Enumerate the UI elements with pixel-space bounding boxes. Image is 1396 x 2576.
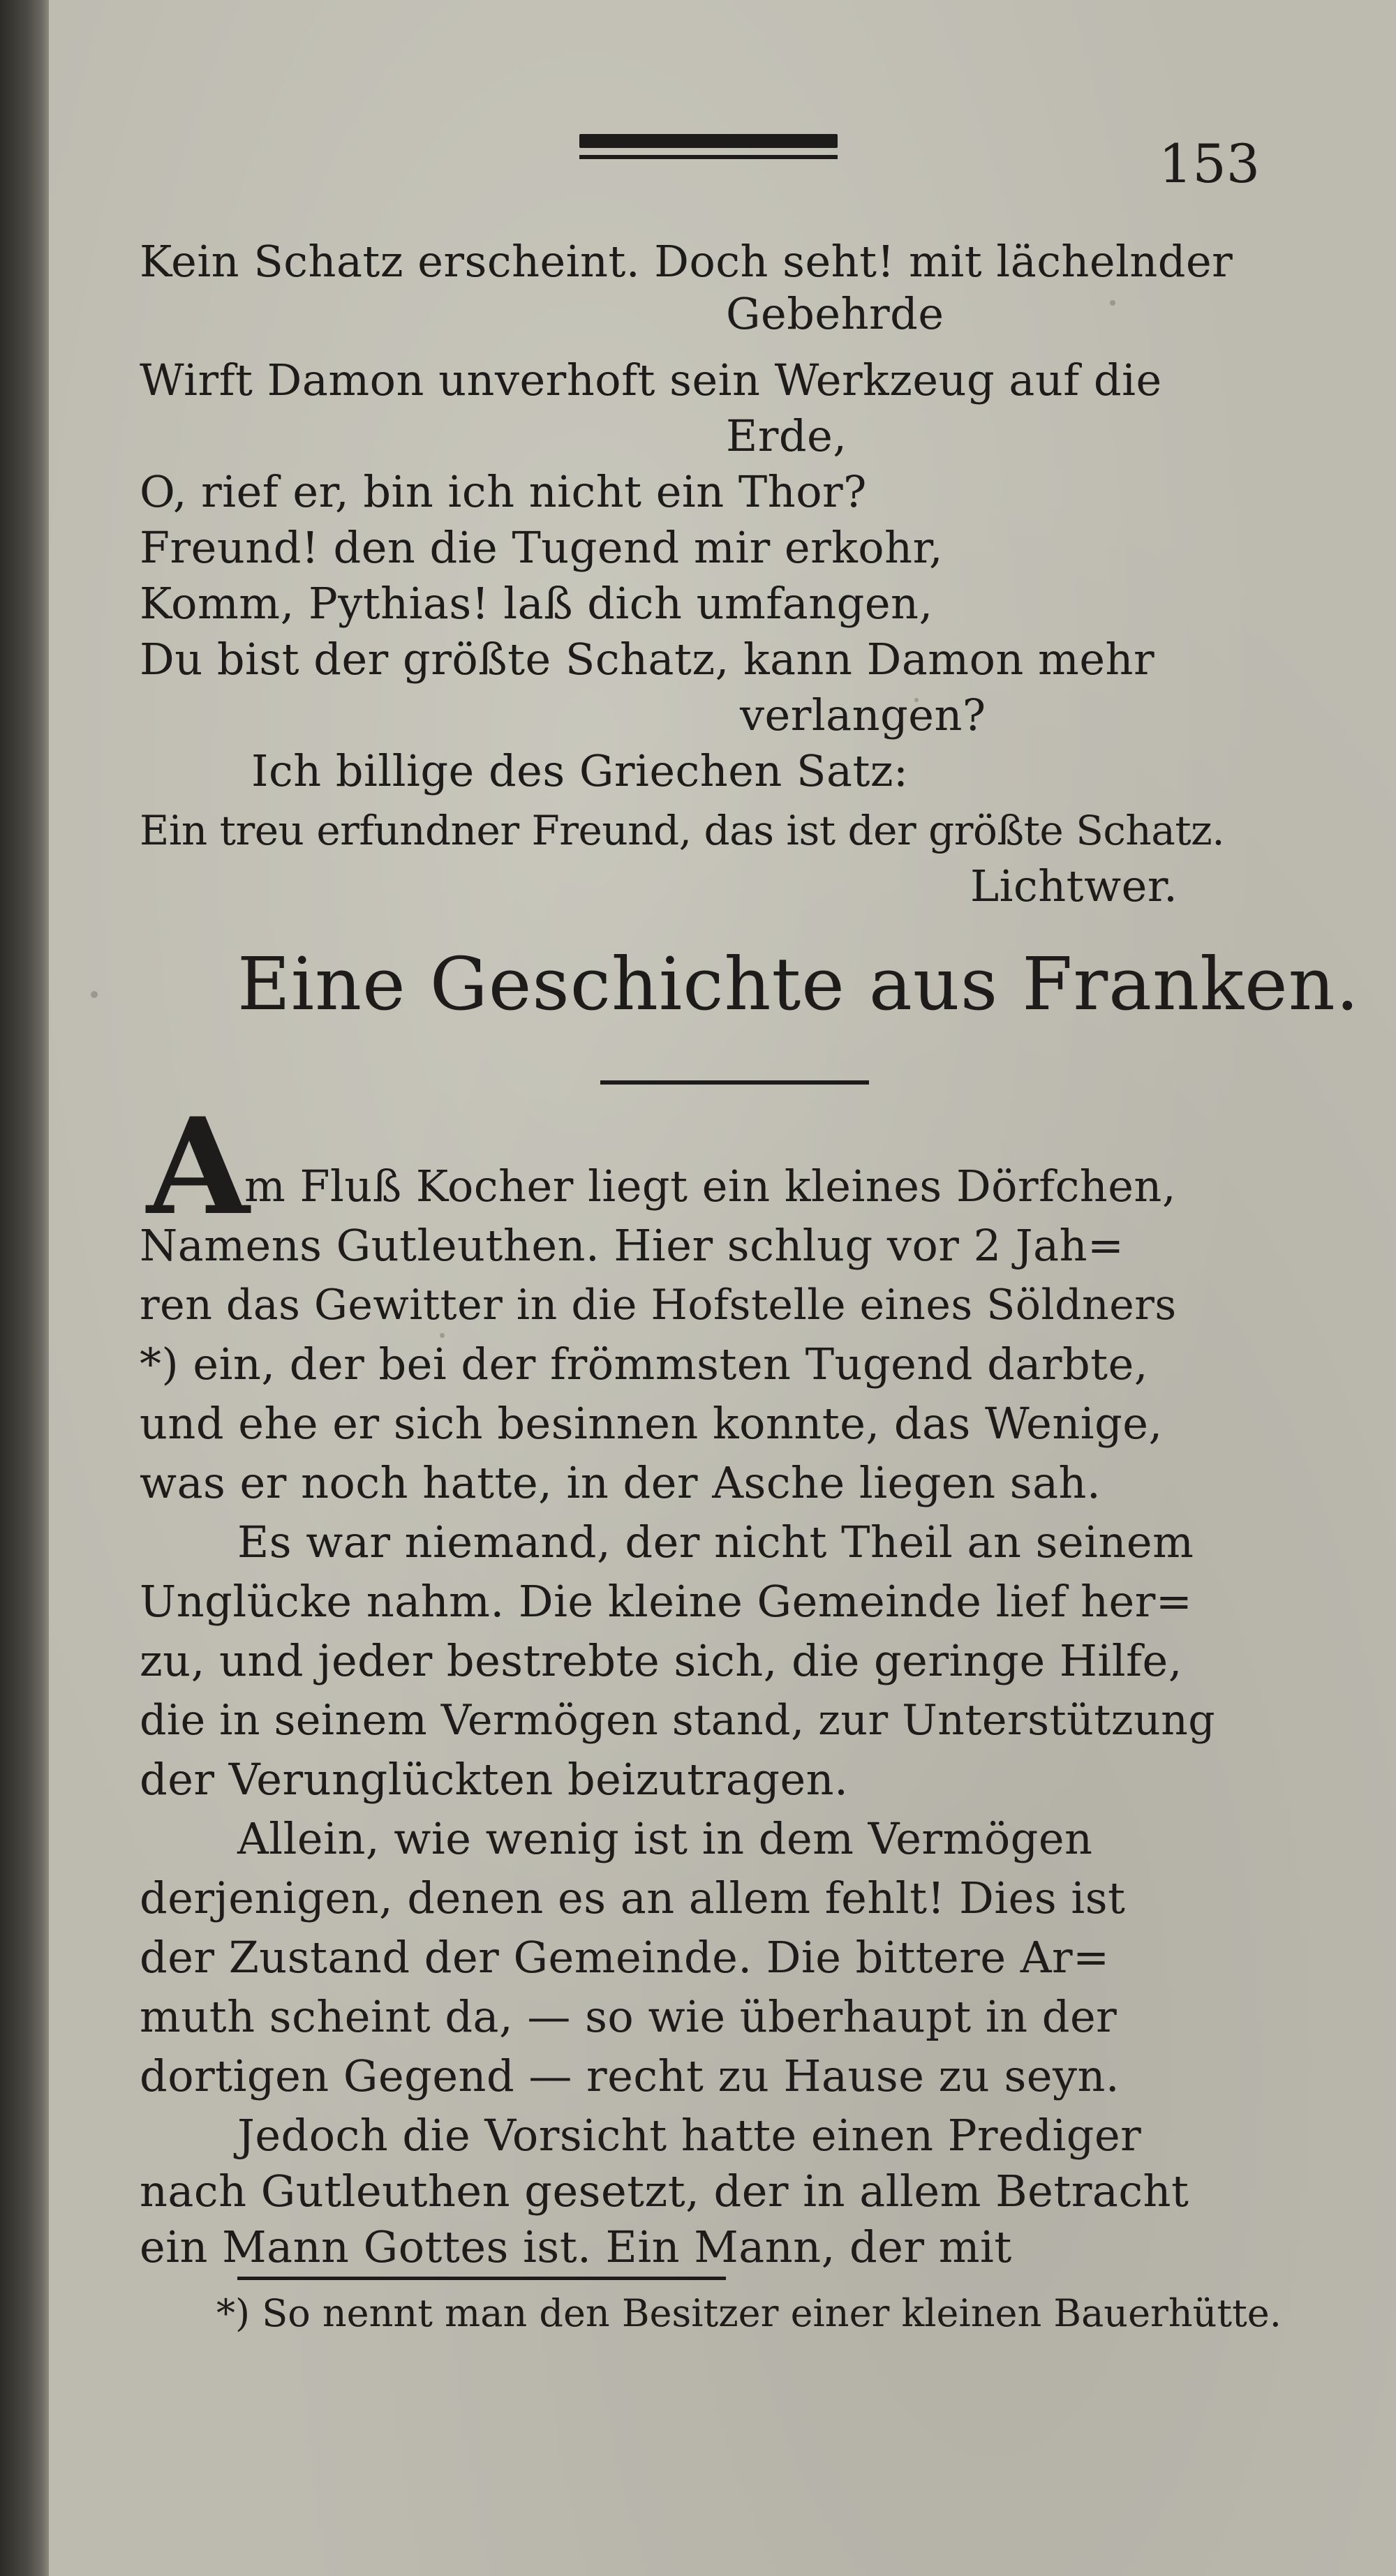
paper-speck: [91, 991, 98, 998]
story-line: muth scheint da, — so wie überhaupt in der: [140, 1991, 1117, 2042]
book-page: [49, 0, 1396, 2576]
poem-line: Erde,: [726, 410, 847, 461]
story-line: der Verunglückten beizutragen.: [140, 1754, 849, 1805]
story-line: der Zustand der Gemeinde. Die bittere Ar=: [140, 1932, 1110, 1983]
story-line: ren das Gewitter in die Hofstelle eines Söldners: [140, 1281, 1177, 1330]
poem-line: Ein treu erfundner Freund, das ist der größte Schatz.: [140, 807, 1225, 854]
story-line: ein Mann Gottes ist. Ein Mann, der mit: [140, 2221, 1012, 2272]
story-line: Namens Gutleuthen. Hier schlug vor 2 Jah=: [140, 1220, 1124, 1271]
story-line: nach Gutleuthen gesetzt, der in allem Betracht: [140, 2166, 1189, 2217]
story-line: m Fluß Kocher liegt ein kleines Dörfchen,: [244, 1161, 1177, 1212]
poem-line: Gebehrde: [726, 288, 944, 339]
poem-line: Wirft Damon unverhoft sein Werkzeug auf die: [140, 355, 1162, 405]
page-number: 153: [1159, 133, 1261, 195]
story-line: derjenigen, denen es an allem fehlt! Dies ist: [140, 1873, 1126, 1923]
paper-speck: [440, 1333, 445, 1338]
story-line: Allein, wie wenig ist in dem Vermögen: [237, 1813, 1093, 1864]
story-line: Unglücke nahm. Die kleine Gemeinde lief her=: [140, 1576, 1193, 1627]
poem-line: Freund! den die Tugend mir erkohr,: [140, 522, 944, 573]
poem-author: Lichtwer.: [970, 861, 1178, 911]
story-line: und ehe er sich besinnen konnte, das Wenige,: [140, 1398, 1163, 1449]
story-line: was er noch hatte, in der Asche liegen sah.: [140, 1457, 1101, 1508]
footnote-rule: [237, 2277, 726, 2280]
header-ornament-rule: [579, 134, 838, 148]
story-line: dortigen Gegend — recht zu Hause zu seyn.: [140, 2050, 1120, 2101]
story-line: zu, und jeder bestrebte sich, die geringe Hilfe,: [140, 1635, 1182, 1686]
story-line: die in seinem Vermögen stand, zur Unterstützung: [140, 1696, 1216, 1745]
book-binding-edge: [0, 0, 49, 2576]
title-divider-rule: [600, 1080, 869, 1085]
story-line: *) ein, der bei der frömmsten Tugend darbte,: [140, 1339, 1148, 1390]
paper-speck: [1110, 300, 1115, 306]
footnote: *) So nennt man den Besitzer einer kleinen Bauerhütte.: [216, 2291, 1282, 2335]
poem-line: verlangen?: [740, 690, 986, 740]
poem-line: O, rief er, bin ich nicht ein Thor?: [140, 466, 867, 517]
poem-line: Kein Schatz erscheint. Doch seht! mit lächelnder: [140, 236, 1233, 287]
story-title: Eine Geschichte aus Franken.: [237, 941, 1360, 1027]
poem-line: Ich billige des Griechen Satz:: [251, 745, 909, 796]
drop-cap: A: [147, 1089, 250, 1244]
poem-line: Komm, Pythias! laß dich umfangen,: [140, 578, 933, 629]
poem-line: Du bist der größte Schatz, kann Damon mehr: [140, 634, 1155, 685]
story-line: Es war niemand, der nicht Theil an seinem: [237, 1517, 1194, 1568]
story-line: Jedoch die Vorsicht hatte einen Prediger: [237, 2110, 1142, 2161]
header-ornament-rule-thin: [579, 155, 838, 159]
paper-speck: [914, 698, 919, 702]
